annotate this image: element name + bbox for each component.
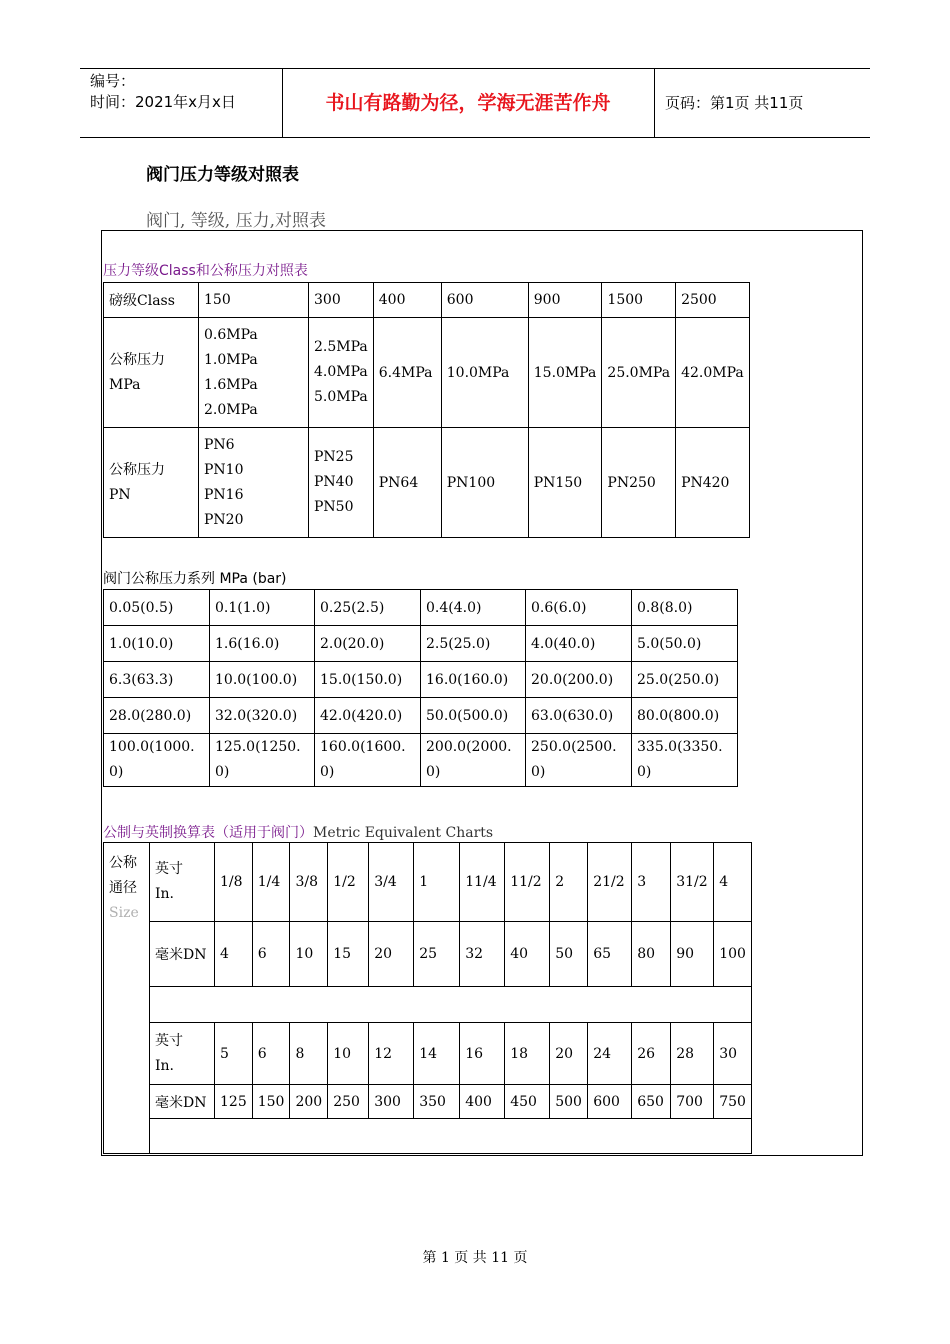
- table-cell: 200.0(2000. 0): [421, 734, 526, 787]
- table-cell: 5: [215, 1023, 253, 1085]
- header-page-number: 页码：第1页 共11页: [665, 94, 804, 112]
- table-cell: 2: [550, 843, 588, 922]
- table-cell: 公称压力 PN: [104, 428, 199, 538]
- empty-row: [150, 987, 752, 1023]
- table-cell: 1.6(16.0): [210, 626, 315, 662]
- table-cell: 200: [290, 1085, 328, 1119]
- table-cell: 40: [505, 922, 550, 987]
- table-cell: 10: [290, 922, 328, 987]
- table-cell: 10.0(100.0): [210, 662, 315, 698]
- table-cell: PN250: [602, 428, 676, 538]
- table-cell: 20: [550, 1023, 588, 1085]
- table-cell: 0.6MPa 1.0MPa 1.6MPa 2.0MPa: [199, 318, 309, 428]
- table-cell: 16: [460, 1023, 505, 1085]
- document-subtitle: 阀门, 等级, 压力,对照表: [146, 211, 327, 231]
- table3-title-en: Metric Equivalent Charts: [313, 825, 494, 841]
- table-cell: 2.5MPa 4.0MPa 5.0MPa: [309, 318, 374, 428]
- table-cell: 2.0(20.0): [315, 626, 421, 662]
- table-cell: 350: [414, 1085, 460, 1119]
- table-cell: 2.5(25.0): [421, 626, 526, 662]
- table-cell: 600: [441, 283, 528, 318]
- table-cell: 28.0(280.0): [104, 698, 210, 734]
- table-cell: 0.6(6.0): [526, 590, 632, 626]
- table-cell: 8: [290, 1023, 328, 1085]
- table-cell: 750: [714, 1085, 752, 1119]
- table-cell: PN64: [373, 428, 441, 538]
- mm-label: 毫米DN: [150, 922, 215, 987]
- table-cell: 125.0(1250. 0): [210, 734, 315, 787]
- table-cell: 15: [328, 922, 369, 987]
- empty-row: [150, 1119, 752, 1154]
- table-cell: 6.3(63.3): [104, 662, 210, 698]
- table-cell: 14: [414, 1023, 460, 1085]
- table-cell: PN6 PN10 PN16 PN20: [199, 428, 309, 538]
- table-cell: 30: [714, 1023, 752, 1085]
- table-cell: PN100: [441, 428, 528, 538]
- table-cell: 10.0MPa: [441, 318, 528, 428]
- table-cell: 0.8(8.0): [632, 590, 738, 626]
- date-label: 时间：2021年x月x日: [90, 93, 236, 111]
- table-cell: 63.0(630.0): [526, 698, 632, 734]
- table-cell: 32: [460, 922, 505, 987]
- inch-label: 英寸 In.: [150, 843, 215, 922]
- table-cell: 31/2: [671, 843, 714, 922]
- table-cell: 25: [414, 922, 460, 987]
- table-row: [104, 626, 738, 662]
- table-cell: 4: [714, 843, 752, 922]
- table-cell: 700: [671, 1085, 714, 1119]
- table-cell: 1: [414, 843, 460, 922]
- table-cell: 6: [252, 1023, 290, 1085]
- table-cell: PN25 PN40 PN50: [309, 428, 374, 538]
- table-cell: 0.05(0.5): [104, 590, 210, 626]
- table-row: [104, 1085, 752, 1119]
- table-cell: 25.0(250.0): [632, 662, 738, 698]
- table-cell: 250.0(2500. 0): [526, 734, 632, 787]
- table-cell: 32.0(320.0): [210, 698, 315, 734]
- number-label: 编号：: [90, 72, 136, 90]
- table-cell: 1/4: [252, 843, 290, 922]
- table-cell: 15.0(150.0): [315, 662, 421, 698]
- table-row: [104, 283, 750, 318]
- table-cell: 20.0(200.0): [526, 662, 632, 698]
- header-motto: 书山有路勤为径，学海无涯苦作舟: [325, 92, 611, 114]
- document-title: 阀门压力等级对照表: [146, 165, 299, 185]
- header-divider: [654, 69, 655, 137]
- pressure-series-table: [103, 589, 738, 787]
- table-cell: 400: [460, 1085, 505, 1119]
- table-cell: 28: [671, 1023, 714, 1085]
- table-cell: 16.0(160.0): [421, 662, 526, 698]
- table-cell: 3/8: [290, 843, 328, 922]
- table-cell: 160.0(1600. 0): [315, 734, 421, 787]
- table-cell: 1500: [602, 283, 676, 318]
- size-label-cell: [104, 843, 150, 1154]
- table-cell: 600: [588, 1085, 632, 1119]
- table-cell: 42.0MPa: [676, 318, 750, 428]
- table-row: [104, 318, 750, 428]
- table-cell: 25.0MPa: [602, 318, 676, 428]
- table-cell: 6.4MPa: [373, 318, 441, 428]
- table3-title-cn: 公制与英制换算表（适用于阀门）: [103, 825, 313, 841]
- table-cell: 1.0(10.0): [104, 626, 210, 662]
- class-pressure-table: [103, 282, 750, 538]
- table-cell: 6: [252, 922, 290, 987]
- table-cell: 80: [632, 922, 671, 987]
- table-cell: 26: [632, 1023, 671, 1085]
- table-cell: 50.0(500.0): [421, 698, 526, 734]
- header-meta: [90, 71, 236, 113]
- table-cell: 80.0(800.0): [632, 698, 738, 734]
- table1-title: 压力等级Class和公称压力对照表: [103, 263, 308, 279]
- table-cell: 400: [373, 283, 441, 318]
- table-cell: 65: [588, 922, 632, 987]
- table-cell: 90: [671, 922, 714, 987]
- table-cell: 0.4(4.0): [421, 590, 526, 626]
- table-cell: 磅级Class: [104, 283, 199, 318]
- table-cell: 4: [215, 922, 253, 987]
- table-cell: 300: [369, 1085, 414, 1119]
- table-cell: 100: [714, 922, 752, 987]
- table-cell: 100.0(1000. 0): [104, 734, 210, 787]
- table-cell: 335.0(3350. 0): [632, 734, 738, 787]
- table-cell: 11/4: [460, 843, 505, 922]
- table-cell: 24: [588, 1023, 632, 1085]
- table-cell: 3/4: [369, 843, 414, 922]
- table-cell: 900: [528, 283, 602, 318]
- table-cell: 300: [309, 283, 374, 318]
- table-cell: 0.25(2.5): [315, 590, 421, 626]
- table-row: [104, 698, 738, 734]
- table-cell: PN420: [676, 428, 750, 538]
- table-row: [104, 987, 752, 1023]
- table-cell: 10: [328, 1023, 369, 1085]
- size-label-en: Size: [109, 905, 139, 921]
- table-cell: 2500: [676, 283, 750, 318]
- inch-label: 英寸 In.: [150, 1023, 215, 1085]
- table-row: [104, 662, 738, 698]
- table2-title: 阀门公称压力系列 MPa (bar): [103, 571, 287, 587]
- table3-title: [103, 822, 493, 842]
- table-cell: 150: [252, 1085, 290, 1119]
- table-cell: 15.0MPa: [528, 318, 602, 428]
- page-footer: 第 1 页 共 11 页: [422, 1250, 528, 1266]
- table-cell: 500: [550, 1085, 588, 1119]
- table-cell: 1/8: [215, 843, 253, 922]
- table-cell: 125: [215, 1085, 253, 1119]
- table-cell: 20: [369, 922, 414, 987]
- table-cell: 5.0(50.0): [632, 626, 738, 662]
- table-row: [104, 1119, 752, 1154]
- table-row: [104, 734, 738, 787]
- table-cell: 21/2: [588, 843, 632, 922]
- page-header: [80, 68, 870, 138]
- table-cell: 12: [369, 1023, 414, 1085]
- table-row: [104, 922, 752, 987]
- table-cell: 650: [632, 1085, 671, 1119]
- table-cell: 1/2: [328, 843, 369, 922]
- table-cell: 42.0(420.0): [315, 698, 421, 734]
- table-row: [104, 428, 750, 538]
- table-cell: 18: [505, 1023, 550, 1085]
- table-cell: 450: [505, 1085, 550, 1119]
- table-cell: 11/2: [505, 843, 550, 922]
- size-label-cn: 公称 通径: [109, 855, 137, 896]
- table-cell: PN150: [528, 428, 602, 538]
- table-cell: 150: [199, 283, 309, 318]
- table-cell: 公称压力 MPa: [104, 318, 199, 428]
- table-cell: 4.0(40.0): [526, 626, 632, 662]
- table-cell: 0.1(1.0): [210, 590, 315, 626]
- table-cell: 50: [550, 922, 588, 987]
- table-cell: 3: [632, 843, 671, 922]
- table-row: [104, 843, 752, 922]
- table-row: [104, 1023, 752, 1085]
- table-cell: 250: [328, 1085, 369, 1119]
- metric-equivalent-table: [103, 842, 752, 1154]
- table-row: [104, 590, 738, 626]
- mm-label: 毫米DN: [150, 1085, 215, 1119]
